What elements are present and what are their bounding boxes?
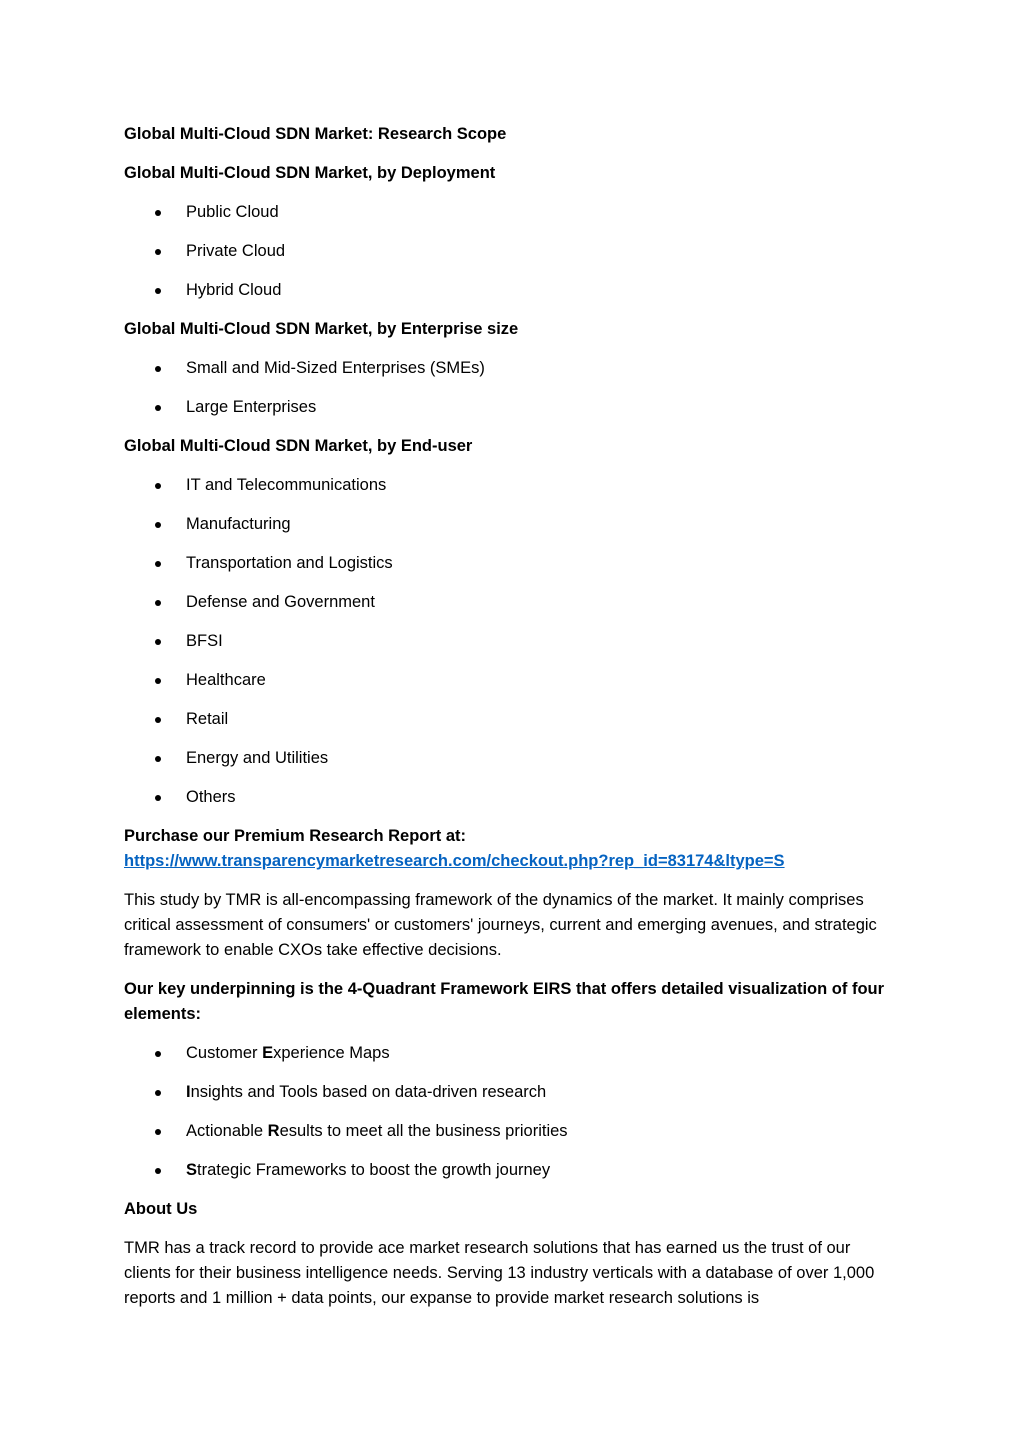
bullet-icon	[155, 1051, 161, 1057]
bullet-icon	[155, 210, 161, 216]
bullet-icon	[155, 561, 161, 567]
enterprise-heading: Global Multi-Cloud SDN Market, by Enterprise size	[124, 320, 519, 338]
bullet-icon	[155, 1090, 161, 1096]
enduser-heading: Global Multi-Cloud SDN Market, by End-user	[124, 437, 473, 455]
key-letter: R	[267, 1122, 280, 1140]
document-page	[124, 122, 899, 1325]
enduser-list	[124, 473, 899, 810]
list-item: Private Cloud	[124, 239, 899, 264]
key-letter: E	[262, 1044, 274, 1062]
list-item: BFSI	[124, 629, 899, 654]
bullet-icon	[155, 522, 161, 528]
list-item: Energy and Utilities	[124, 746, 899, 771]
list-item: IT and Telecommunications	[124, 473, 899, 498]
framework-list	[124, 1041, 899, 1183]
list-item: Transportation and Logistics	[124, 551, 899, 576]
list-item: Public Cloud	[124, 200, 899, 225]
list-item: Others	[124, 785, 899, 810]
list-item: Healthcare	[124, 668, 899, 693]
framework-heading: Our key underpinning is the 4-Quadrant Framework EIRS that offers detailed visualization of four elements:	[124, 980, 885, 1023]
bullet-icon	[155, 639, 161, 645]
study-paragraph: This study by TMR is all-encompassing framework of the dynamics of the market. It mainly comprises critical assessment of consumers' or customers' journeys, current and emerging avenues, and strategic framework to enable CXOs take effective decisions.	[124, 891, 877, 959]
list-item: Defense and Government	[124, 590, 899, 615]
deployment-list	[124, 200, 899, 303]
list-item: Manufacturing	[124, 512, 899, 537]
bullet-icon	[155, 288, 161, 294]
page-title: Global Multi-Cloud SDN Market: Research Scope	[124, 125, 507, 143]
list-item: Hybrid Cloud	[124, 278, 899, 303]
bullet-icon	[155, 405, 161, 411]
bullet-icon	[155, 1168, 161, 1174]
list-item: Insights and Tools based on data-driven research	[124, 1080, 899, 1105]
bullet-icon	[155, 1129, 161, 1135]
list-item: Small and Mid-Sized Enterprises (SMEs)	[124, 356, 899, 381]
bullet-icon	[155, 717, 161, 723]
bullet-icon	[155, 600, 161, 606]
about-heading: About Us	[124, 1200, 198, 1218]
about-paragraph: TMR has a track record to provide ace market research solutions that has earned us the trust of our clients for their business intelligence needs. Serving 13 industry verticals with a database of over 1,000 reports and 1 million + data points, our expanse to provide market research solutions is	[124, 1239, 875, 1307]
enterprise-list	[124, 356, 899, 420]
list-item: Actionable Results to meet all the business priorities	[124, 1119, 899, 1144]
list-item: Large Enterprises	[124, 395, 899, 420]
purchase-block	[124, 824, 899, 874]
bullet-icon	[155, 366, 161, 372]
bullet-icon	[155, 483, 161, 489]
key-letter: S	[186, 1161, 198, 1179]
checkout-link[interactable]: https://www.transparencymarketresearch.com/checkout.php?rep_id=83174&ltype=S	[124, 852, 785, 870]
purchase-label: Purchase our Premium Research Report at:	[124, 827, 467, 845]
bullet-icon	[155, 249, 161, 255]
deployment-heading: Global Multi-Cloud SDN Market, by Deployment	[124, 164, 496, 182]
list-item: Customer Experience Maps	[124, 1041, 899, 1066]
list-item: Retail	[124, 707, 899, 732]
bullet-icon	[155, 795, 161, 801]
key-letter: I	[186, 1083, 191, 1101]
bullet-icon	[155, 678, 161, 684]
bullet-icon	[155, 756, 161, 762]
list-item: Strategic Frameworks to boost the growth journey	[124, 1158, 899, 1183]
